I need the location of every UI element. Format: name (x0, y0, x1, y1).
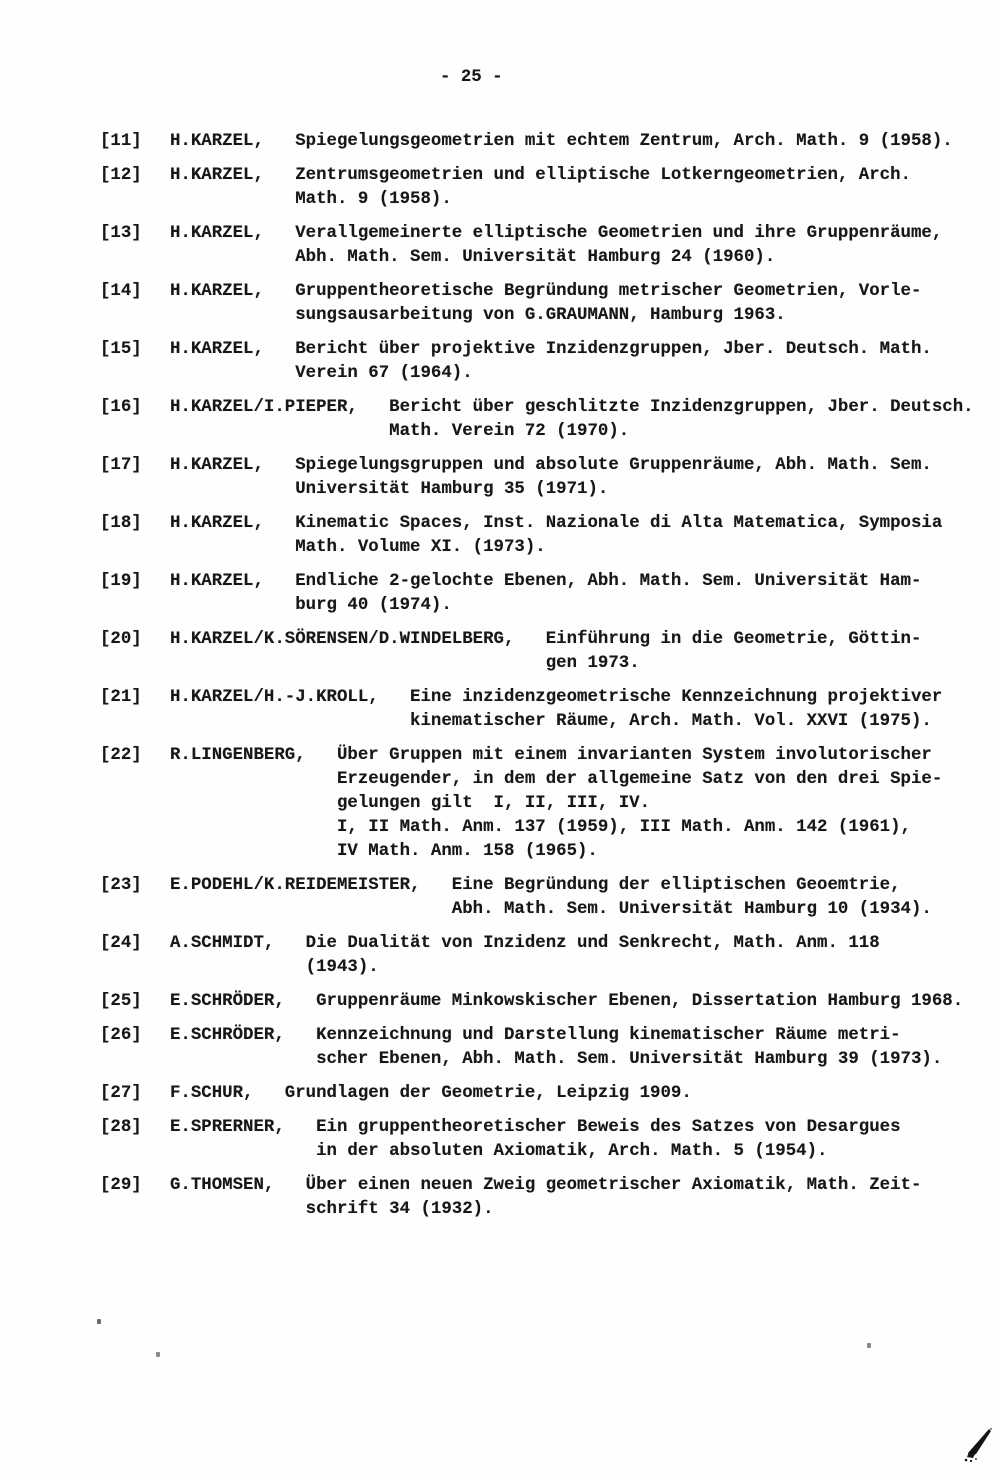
reference-line: Bericht über geschlitzte Inzidenzgruppen, Jber. Deutsch. (389, 398, 974, 417)
reference-tag: [17] (100, 456, 142, 475)
reference-line: Endliche 2-gelochte Ebenen, Abh. Math. Sem. Universität Ham- (295, 572, 922, 591)
paper-speck (97, 1319, 101, 1324)
reference-title (295, 164, 911, 212)
reference-tag: [19] (100, 572, 142, 591)
reference-entry (100, 1024, 990, 1072)
reference-entry (100, 686, 990, 734)
ink-blot-mark (962, 1428, 994, 1462)
reference-entry (100, 1116, 990, 1164)
reference-author: H.KARZEL, (170, 456, 264, 475)
reference-tag: [14] (100, 282, 142, 301)
reference-tag: [21] (100, 688, 142, 707)
reference-tag: [27] (100, 1084, 142, 1103)
reference-entry (100, 874, 990, 922)
reference-title (316, 1116, 900, 1164)
reference-entry (100, 454, 990, 502)
reference-line: Universität Hamburg 35 (1971). (295, 480, 609, 499)
reference-line: Verein 67 (1964). (295, 364, 473, 383)
reference-tag: [11] (100, 132, 142, 151)
page-number: - 25 - (440, 68, 503, 87)
reference-author: H.KARZEL/I.PIEPER, (170, 398, 358, 417)
reference-title (316, 990, 963, 1014)
paper-speck (156, 1352, 160, 1357)
reference-line: burg 40 (1974). (295, 596, 452, 615)
reference-entry (100, 130, 990, 154)
reference-tag: [26] (100, 1026, 142, 1045)
reference-title (295, 222, 942, 270)
reference-title (295, 512, 942, 560)
reference-line: scher Ebenen, Abh. Math. Sem. Universität Hamburg 39 (1973). (316, 1050, 943, 1069)
reference-title (306, 932, 880, 980)
paper-speck (867, 1343, 871, 1348)
reference-line: Kennzeichnung und Darstellung kinematischer Räume metri- (316, 1026, 901, 1045)
reference-line: Über einen neuen Zweig geometrischer Axiomatik, Math. Zeit- (305, 1176, 922, 1195)
reference-title (295, 570, 921, 618)
reference-line: Die Dualität von Inzidenz und Senkrecht, Math. Anm. 118 (305, 934, 880, 953)
reference-tag: [18] (100, 514, 142, 533)
reference-title (295, 338, 932, 386)
reference-entry (100, 570, 990, 618)
reference-author: A.SCHMIDT, (170, 934, 275, 953)
reference-line: Über Gruppen mit einem invarianten System involutorischer (336, 746, 932, 765)
reference-title (410, 686, 942, 734)
reference-tag: [29] (100, 1176, 142, 1195)
reference-line: Bericht über projektive Inzidenzgruppen, Jber. Deutsch. Math. (295, 340, 932, 359)
reference-entry (100, 164, 990, 212)
reference-line: gen 1973. (545, 654, 640, 673)
reference-tag: [12] (100, 166, 142, 185)
reference-author: F.SCHUR, (170, 1084, 254, 1103)
reference-tag: [16] (100, 398, 142, 417)
reference-line: Math. 9 (1958). (295, 190, 452, 209)
reference-line: in der absoluten Axiomatik, Arch. Math. 5 (1954). (316, 1142, 828, 1161)
reference-author: H.KARZEL, (170, 572, 264, 591)
reference-entry (100, 1174, 990, 1222)
reference-line: Einführung in die Geometrie, Göttin- (545, 630, 922, 649)
reference-author: G.THOMSEN, (170, 1176, 275, 1195)
reference-line: Spiegelungsgruppen und absolute Gruppenräume, Abh. Math. Sem. (295, 456, 932, 475)
reference-line: Eine inzidenzgeometrische Kennzeichnung projektiver (410, 688, 943, 707)
reference-list (0, 130, 1000, 1232)
reference-author: H.KARZEL, (170, 340, 264, 359)
reference-author: H.KARZEL, (170, 166, 264, 185)
reference-entry (100, 1082, 990, 1106)
reference-author: R.LINGENBERG, (170, 746, 306, 765)
reference-entry (100, 512, 990, 560)
reference-author: E.SPRERNER, (170, 1118, 285, 1137)
reference-author: E.SCHRÖDER, (170, 992, 285, 1011)
reference-line: (1943). (305, 958, 379, 977)
reference-author: H.KARZEL, (170, 514, 264, 533)
reference-tag: [24] (100, 934, 142, 953)
reference-line: Ein gruppentheoretischer Beweis des Satzes von Desargues (316, 1118, 901, 1137)
reference-title (295, 454, 932, 502)
reference-line: Gruppenräume Minkowskischer Ebenen, Dissertation Hamburg 1968. (316, 992, 964, 1011)
reference-author: E.SCHRÖDER, (170, 1026, 285, 1045)
reference-tag: [28] (100, 1118, 142, 1137)
reference-title (452, 874, 932, 922)
reference-entry (100, 628, 990, 676)
reference-line: Grundlagen der Geometrie, Leipzig 1909. (284, 1084, 692, 1103)
reference-title (285, 1082, 692, 1106)
reference-title (337, 744, 942, 864)
reference-line: Math. Verein 72 (1970). (389, 422, 630, 441)
reference-author: H.KARZEL/K.SÖRENSEN/D.WINDELBERG, (170, 630, 515, 649)
reference-line: sungsausarbeitung von G.GRAUMANN, Hamburg 1963. (295, 306, 786, 325)
reference-line: Spiegelungsgeometrien mit echtem Zentrum, Arch. Math. 9 (1958). (295, 132, 953, 151)
reference-line: Verallgemeinerte elliptische Geometrien und ihre Gruppenräume, (295, 224, 943, 243)
reference-line: Erzeugender, in dem der allgemeine Satz von den drei Spie- (336, 770, 943, 789)
reference-line: Zentrumsgeometrien und elliptische Lotkerngeometrien, Arch. (295, 166, 911, 185)
reference-title (306, 1174, 922, 1222)
reference-line: IV Math. Anm. 158 (1965). (336, 842, 598, 861)
reference-title (316, 1024, 942, 1072)
reference-line: Kinematic Spaces, Inst. Nazionale di Alta Matematica, Symposia (295, 514, 943, 533)
reference-title (295, 280, 921, 328)
reference-line: Gruppentheoretische Begründung metrischer Geometrien, Vorle- (295, 282, 922, 301)
reference-title (295, 130, 952, 154)
reference-author: H.KARZEL, (170, 282, 264, 301)
reference-line: kinematischer Räume, Arch. Math. Vol. XXVI (1975). (410, 712, 932, 731)
reference-entry (100, 396, 990, 444)
reference-entry (100, 338, 990, 386)
reference-tag: [23] (100, 876, 142, 895)
reference-line: gelungen gilt I, II, III, IV. (336, 794, 651, 813)
reference-title (546, 628, 922, 676)
reference-line: Abh. Math. Sem. Universität Hamburg 24 (1960). (295, 248, 776, 267)
reference-line: I, II Math. Anm. 137 (1959), III Math. Anm. 142 (1961), (336, 818, 911, 837)
reference-tag: [15] (100, 340, 142, 359)
reference-entry (100, 280, 990, 328)
reference-author: E.PODEHL/K.REIDEMEISTER, (170, 876, 421, 895)
reference-entry (100, 932, 990, 980)
reference-author: H.KARZEL/H.-J.KROLL, (170, 688, 379, 707)
reference-tag: [20] (100, 630, 142, 649)
reference-tag: [22] (100, 746, 142, 765)
reference-author: H.KARZEL, (170, 132, 264, 151)
reference-title (389, 396, 973, 444)
reference-entry (100, 222, 990, 270)
reference-line: Abh. Math. Sem. Universität Hamburg 10 (1934). (451, 900, 932, 919)
reference-author: H.KARZEL, (170, 224, 264, 243)
reference-tag: [13] (100, 224, 142, 243)
reference-line: schrift 34 (1932). (305, 1200, 494, 1219)
reference-line: Eine Begründung der elliptischen Geoemtrie, (451, 876, 901, 895)
reference-line: Math. Volume XI. (1973). (295, 538, 546, 557)
reference-tag: [25] (100, 992, 142, 1011)
reference-entry (100, 990, 990, 1014)
reference-entry (100, 744, 990, 864)
